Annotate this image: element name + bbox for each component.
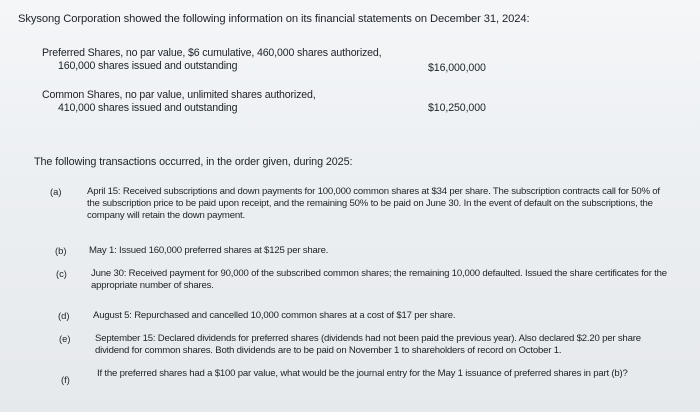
common-shares-amount: $10,250,000	[428, 102, 486, 114]
common-shares-line1: Common Shares, no par value, unlimited shares authorized,	[42, 89, 316, 101]
preferred-shares-line1: Preferred Shares, no par value, $6 cumulative, 460,000 shares authorized,	[42, 47, 382, 59]
intro-text: Skysong Corporation showed the following information on its financial statements on December 31, 2024:	[18, 13, 530, 25]
preferred-shares-line2: 160,000 shares issued and outstanding	[58, 60, 238, 72]
preferred-shares-amount: $16,000,000	[428, 62, 486, 74]
transaction-text-a: April 15: Received subscriptions and down payments for 100,000 common shares at $34 per share. The subscription contracts call for 50% of the subscription price to be paid upon receipt, and the remaining 50% to be paid on June 30. In the event of default on the subscriptions, the company will retain the down payment.	[87, 186, 660, 221]
transaction-text-e: September 15: Declared dividends for preferred shares (dividends had not been paid the previous year). Also declared $2.20 per share dividend for common shares. Both dividends are to be paid on November 1 to shareholders of record on October 1.	[95, 333, 641, 356]
transactions-heading: The following transactions occurred, in the order given, during 2025:	[34, 156, 353, 168]
transaction-text-d: August 5: Repurchased and cancelled 10,000 common shares at a cost of $17 per share.	[93, 310, 456, 321]
transaction-letter-b: (b)	[55, 245, 67, 256]
transaction-letter-d: (d)	[58, 310, 70, 321]
transaction-letter-a: (a)	[50, 186, 62, 197]
transaction-letter-c: (c)	[56, 268, 67, 279]
transaction-text-f: If the preferred shares had a $100 par value, what would be the journal entry for the May 1 issuance of preferred shares in part (b)?	[97, 368, 628, 379]
transaction-letter-e: (e)	[59, 333, 71, 344]
preferred-shares-description	[42, 47, 381, 73]
transaction-text-b: May 1: Issued 160,000 preferred shares at $125 per share.	[89, 245, 329, 256]
transaction-letter-f: (f)	[61, 374, 70, 385]
common-shares-line2: 410,000 shares issued and outstanding	[58, 102, 238, 114]
transaction-text-c: June 30: Received payment for 90,000 of the subscribed common shares; the remaining 10,000 defaulted. Issued the share certificates for the appropriate number of shares.	[91, 268, 667, 291]
common-shares-description	[42, 89, 316, 115]
